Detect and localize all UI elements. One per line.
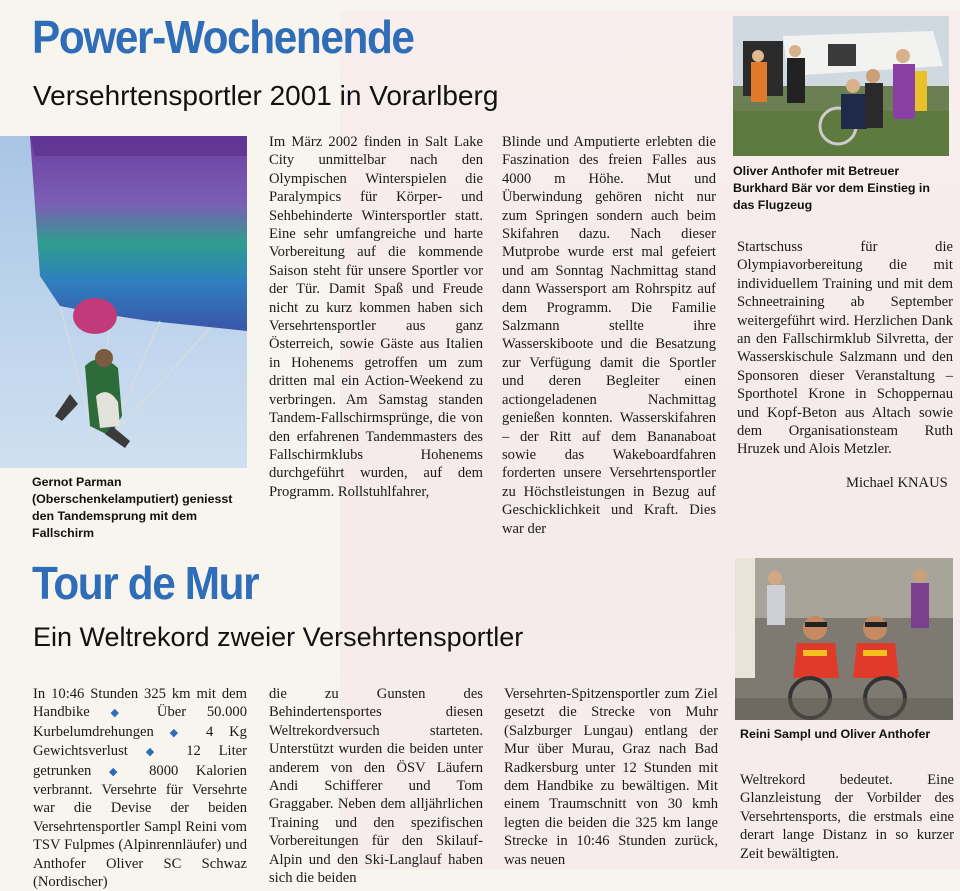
article2-title: Tour de Mur xyxy=(32,557,259,609)
airplane-boarding-photo xyxy=(733,16,949,156)
fact-5: 8000 Kalorien verbrannt. Versehrte für Versehrte war die Devise der beiden Versehrtensportler Sampl Reini vom TSV Fulpmes (Alpinrennläufer) und Anthofer Oliver SC Schwaz (Nordischer) xyxy=(33,762,247,891)
article2-subtitle: Ein Weltrekord zweier Versehrtensportler xyxy=(33,622,524,652)
article2-column-3: Versehrten-Spitzensportler zum Ziel gesetzt die Strecke von Muhr (Salzburger Lungau) entlang der Mur über Murau, Graz nach Bad Radkersburg unter 12 Stunden mit dem Handbike zu bewältigen. Mit einem Traumschnitt von 30 kmh legten die beiden die 325 km lange Strecke in 10:46 Stunden zurück, was neuen xyxy=(504,686,718,868)
bullet-icon: ◆ xyxy=(169,726,191,739)
bullet-icon: ◆ xyxy=(145,746,169,759)
article1-author: Michael KNAUS xyxy=(846,475,948,491)
article1-column-3: Startschuss für die Olympiavorbereitung die mit individuellem Training und mit dem Schneetraining ab September weitergeführt wird. Herzlichen Dank an den Fallschirmklub Silvretta, der Wasserskischule Salzmann und den Sponsoren dieser Veranstaltung – Sporthotel Krone in Schoppernau und Kopf-Beton aus Altach sowie dem Organisationsteam Ruth Hruzek und Alois Metzler. xyxy=(737,239,953,458)
airplane-photo-caption: Oliver Anthofer mit Betreuer Burkhard Bär vor dem Einstieg in das Flugzeug xyxy=(733,164,930,212)
parachute-photo-caption: Gernot Parman (Oberschenkelamputiert) geniesst den Tandemsprung mit dem Fallschirm xyxy=(32,475,233,540)
fact-2: Über 50.000 Kurbelumdrehungen xyxy=(33,704,247,740)
article1-column-1: Im März 2002 finden in Salt Lake City unmittelbar nach den Olympischen Winterspielen die Paralympics für Körper- und Sehbehinderte Wintersportler statt. Eine sehr umfangreiche und harte Vorbereitung auf die kommende Saison steht für unsere Sportler vor der Tür. Damit Spaß und Freude nicht zu kurz kommen haben sich Versehrtensportler aus ganz Österreich, sowie Gäste aus Italien in Hohenems getroffen um zum dritten mal ein Action-Weekend zu verbringen. Am Samstag standen Tandem-Fallschirmsprünge, die von den erfahrenen Tandemmasters des Fallschirmklubs Hohenems durchgeführt wurden, auf dem Programm. Rollstuhlfahrer, xyxy=(269,134,483,500)
article2-column-2: die zu Gunsten des Behindertensportes diesen Weltrekordversuch starteten. Unterstützt wurden die beiden unter anderem von den ÖSV Läufern Andi Schifferer und Tom Graggaber. Neben dem alljährlichen Training und den spezifischen Vorbereitungen für den Skilauf-Alpin und den Ski-Langlauf haben sich die beiden xyxy=(269,686,483,887)
article2-column-1 xyxy=(33,685,247,891)
article2-column-4: Weltrekord bedeutet. Eine Glanzleistung der Vorbilder des Versehrtensports, die erstmals eine derart lange Distanz in so kurzer Zeit bewältigten. xyxy=(740,772,954,862)
fact-4: 12 Liter getrunken xyxy=(33,743,247,779)
parachute-photo xyxy=(0,136,247,468)
bleed-through-text xyxy=(502,518,732,532)
fact-1: In 10:46 Stunden 325 km mit dem Handbike xyxy=(33,686,247,721)
bullet-icon: ◆ xyxy=(110,707,137,720)
fact-3: 4 Kg Gewichtsverlust xyxy=(33,723,247,760)
handbike-riders-photo xyxy=(735,558,953,720)
article1-subtitle: Versehrtensportler 2001 in Vorarlberg xyxy=(33,80,499,111)
article1-column-2: Blinde und Amputierte erlebten die Faszination des freien Falles aus 4000 m Höhe. Mut und Überwindung gehören nicht nur zum Springen sondern auch beim Skifahren dazu. Nach dieser Mutprobe wurde erst mal gefeiert und am Sonntag Nachmittag stand dann Wassersport am Rohrspitz auf dem Programm. Die Familie Salzmann stellte ihre Wasserskiboote und die Besatzung zur Verfügung damit die Sportler und deren Begleiter einen actiongeladenen Nachmittag genießen konnten. Wasserskifahren – der Ritt auf dem Bananaboat sowie das Wakeboardfahren forderten unsere Versehrtensportler zu Höchstleistungen in Bezug auf Geschicklichkeit und Kraft. Dies war der xyxy=(502,134,716,537)
handbike-photo-caption: Reini Sampl und Oliver Anthofer xyxy=(740,727,931,741)
bullet-icon: ◆ xyxy=(109,765,132,778)
article1-title: Power-Wochenende xyxy=(32,11,414,63)
